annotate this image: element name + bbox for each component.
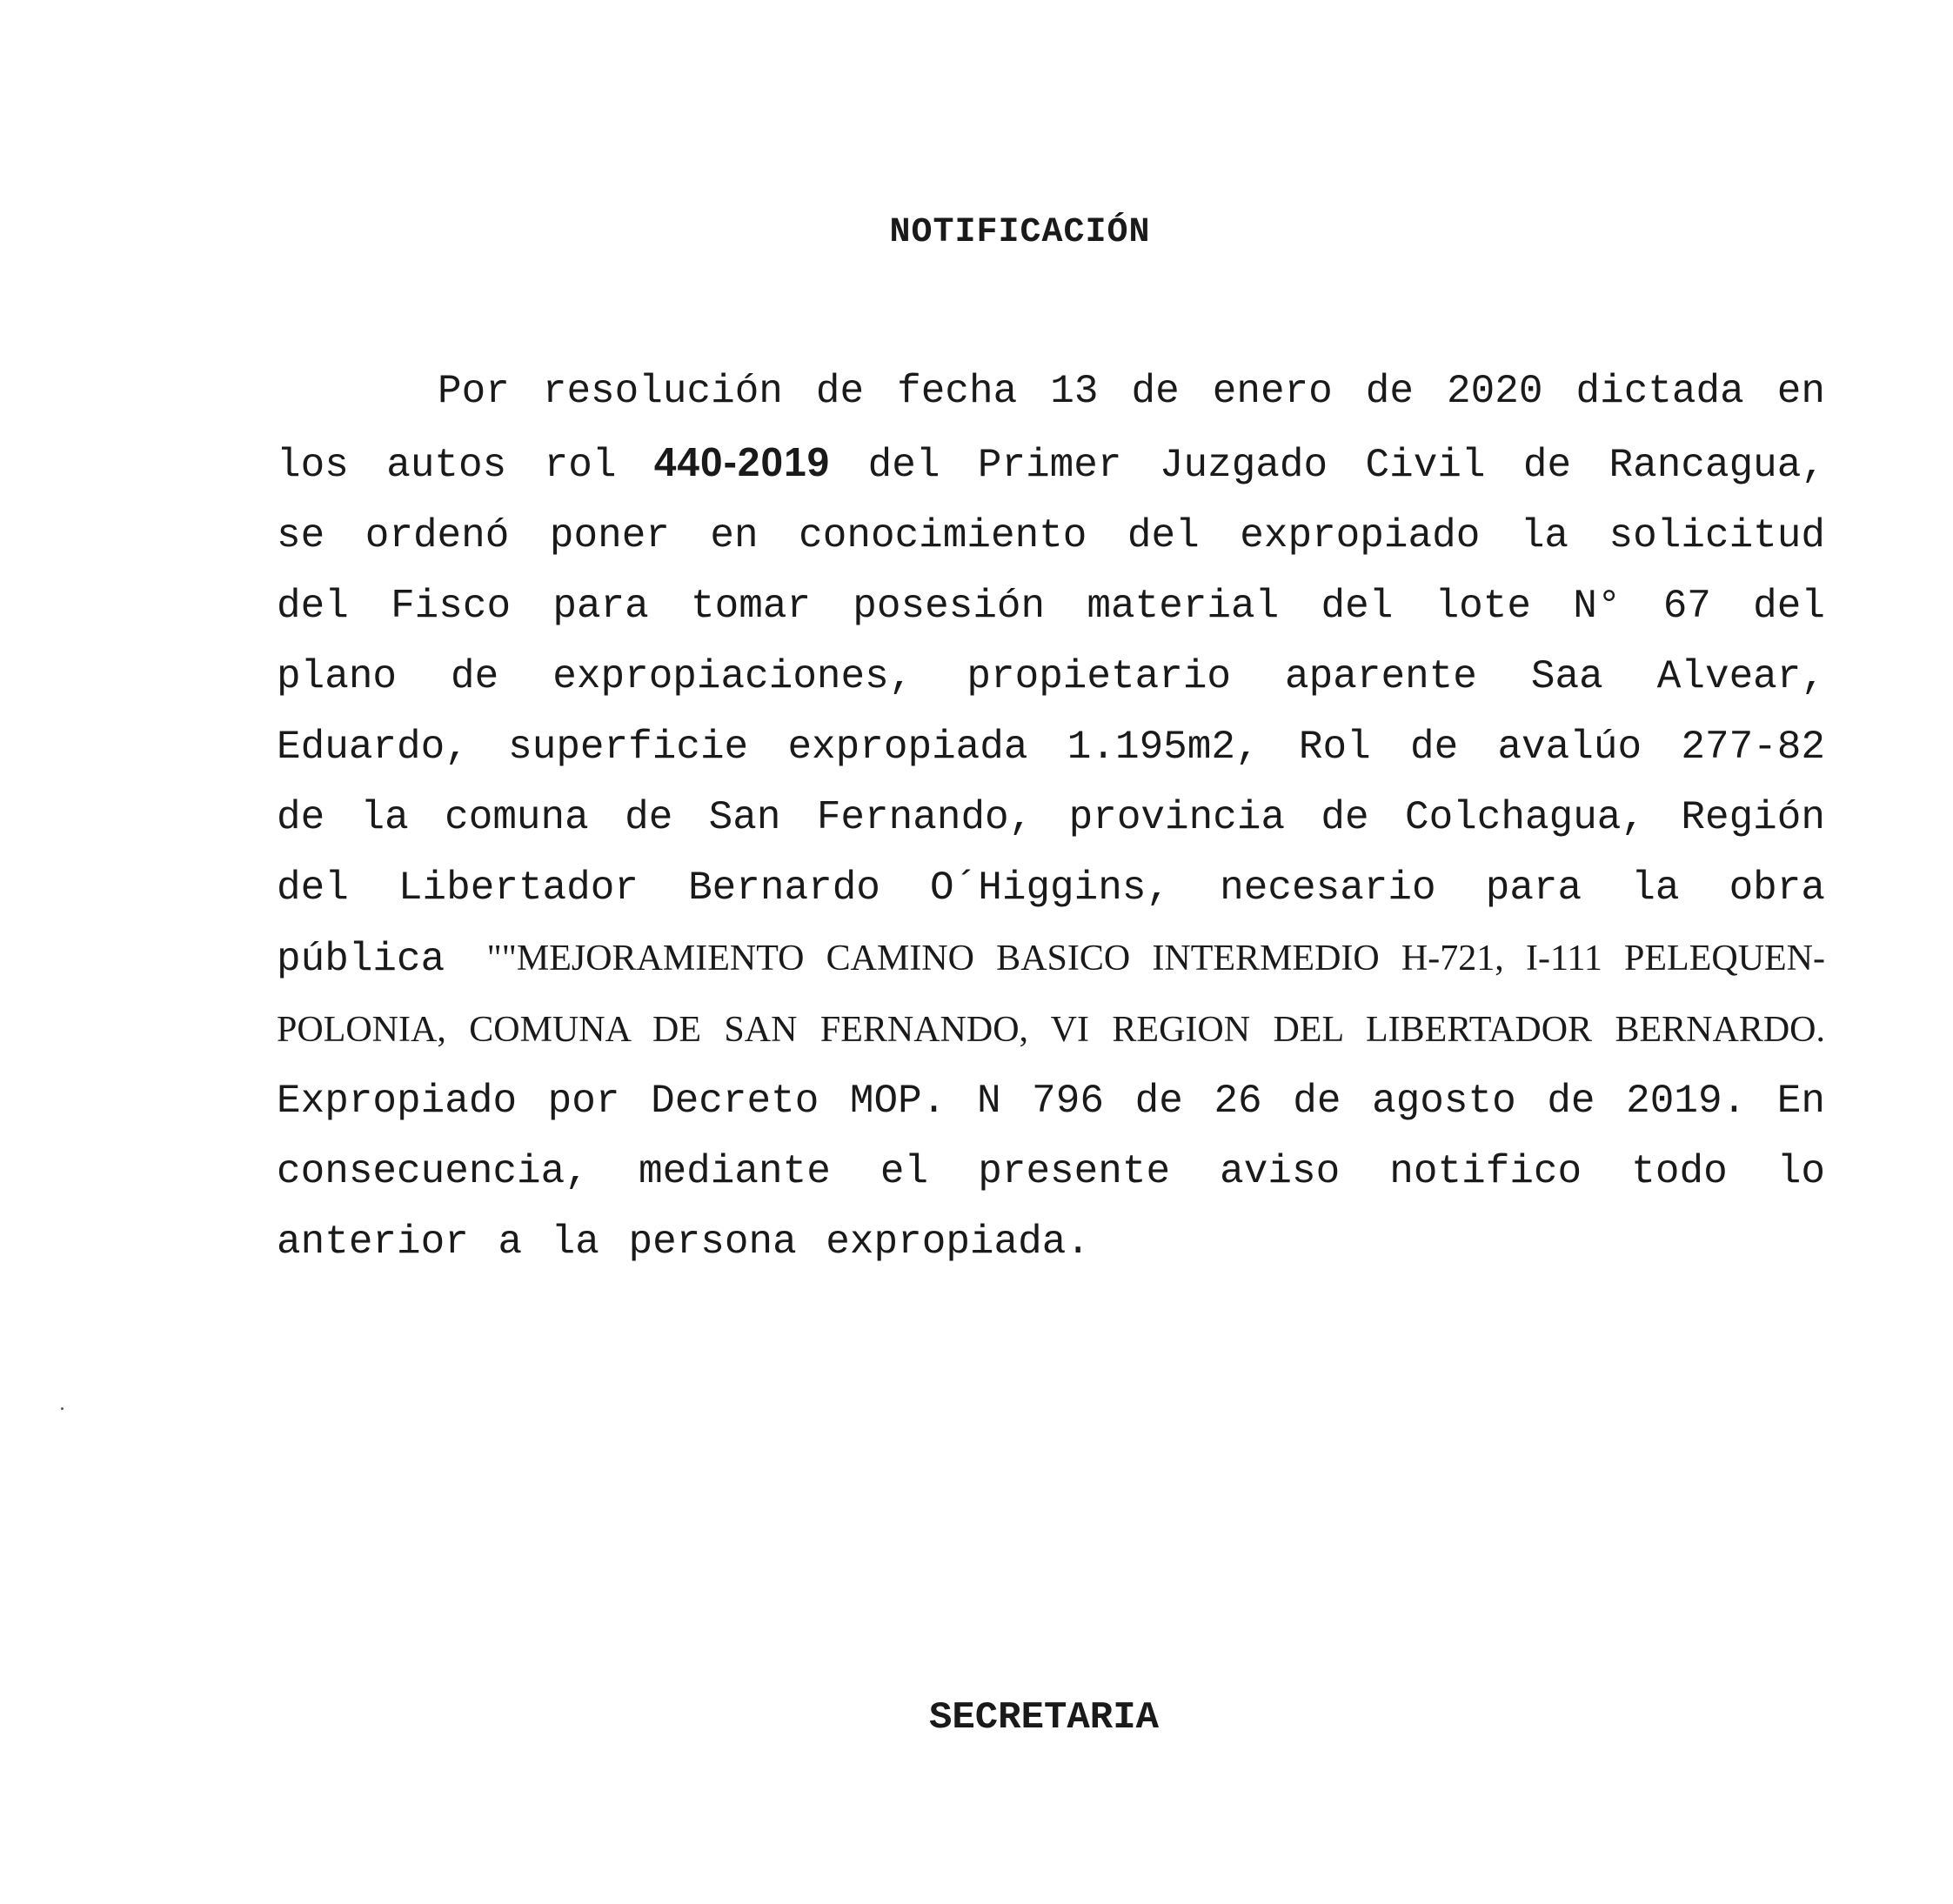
notification-paragraph: [277, 357, 1825, 1278]
paragraph-part-2: del Primer Juzgado Civil de Rancagua, se ordenó poner en conocimiento del expropiado la solicitud del Fisco para tomar posesión material del lote N° 67 del plano de expropiaciones, propietario aparente Saa Alvear, Eduardo, superficie expropiada 1.195m2, Rol de avalúo 277-82 de la comuna de San Fernando, provincia de Colchagua, Región del Libertador Bernardo O´Higgins, necesario para la obra pública: [277, 443, 1825, 982]
paragraph-part-3: Expropiado por Decreto MOP. N 796 de 26 de agosto de 2019. En consecuencia, mediante el presente aviso notifico todo lo anterior a la persona expropiada.: [277, 1079, 1825, 1265]
document-title: NOTIFICACIÓN: [889, 213, 1151, 252]
signature-line: SECRETARIA: [928, 1696, 1160, 1740]
paragraph-part-1: Por resolución de fecha 13 de enero de 2020 dictada en los autos rol: [277, 369, 1825, 488]
scan-speck: [61, 1407, 64, 1410]
public-works-project-name: ""MEJORAMIENTO CAMINO BASICO INTERMEDIO H-721, I-111 PELEQUEN-POLONIA, COMUNA DE SAN FERNANDO, VI REGION DEL LIBERTADOR BERNARDO.: [277, 939, 1825, 1050]
case-rol-number: 440-2019: [653, 439, 831, 484]
